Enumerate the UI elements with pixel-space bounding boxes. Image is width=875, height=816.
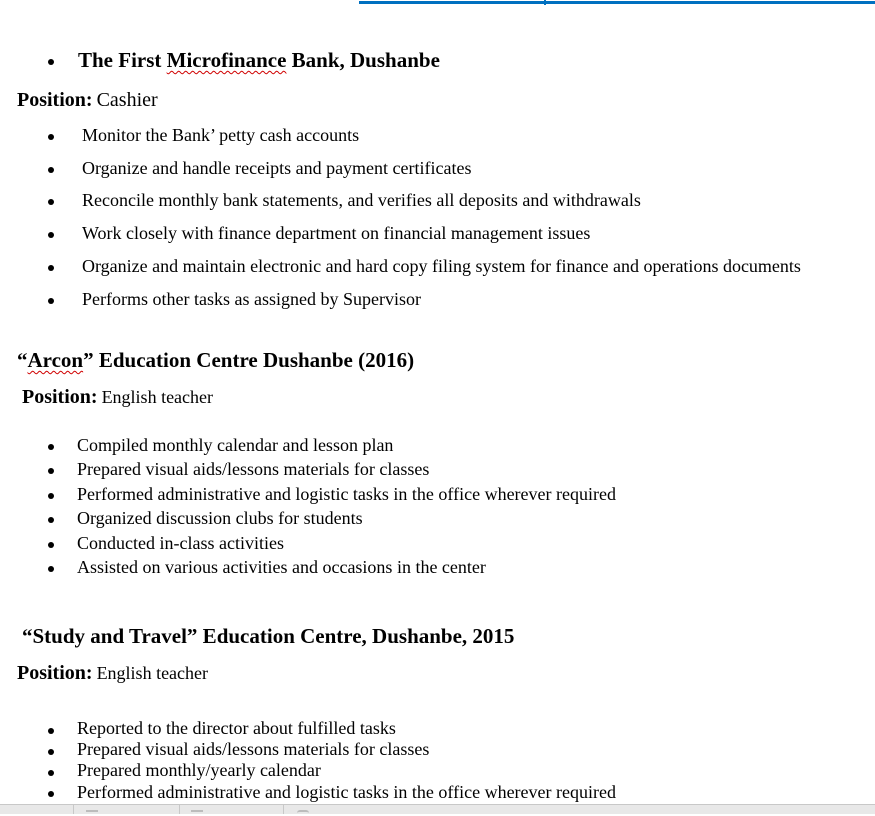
bullet-icon [48,493,54,499]
list-item-partially-hidden: Performed administrative and logistic tasks in the office wherever required [77,782,616,802]
position-value: Cashier [96,89,158,111]
spellcheck-word[interactable]: Microfinance [166,48,287,72]
list-item: Organize and handle receipts and payment certificates [82,158,472,178]
position-line [17,662,208,685]
bullet-icon [48,728,54,734]
list-item: Reported to the director about fulfilled tasks [77,718,396,738]
list-item: Organized discussion clubs for students [77,508,363,528]
bullet-icon [48,749,54,755]
top-border-tick [544,0,546,5]
bullet-icon [48,134,54,140]
position-label: Position: [22,386,98,408]
position-line [17,89,158,112]
list-item: Compiled monthly calendar and lesson plan [77,435,394,455]
bullet-icon [48,444,54,450]
list-item: Organize and maintain electronic and hard copy filing system for finance and operations documents [82,256,801,276]
bullet-icon [48,468,54,474]
position-label: Position: [17,89,93,111]
list-item: Prepared visual aids/lessons materials for classes [77,459,430,479]
bullet-icon [48,59,54,65]
bullet-icon [48,265,54,271]
toolbar-web-icon[interactable] [297,810,309,816]
list-item: Monitor the Bank’ petty cash accounts [82,125,360,145]
employer-title: The First Microfinance Bank, Dushanbe [78,48,440,72]
list-item: Performs other tasks as assigned by Supervisor [82,289,421,309]
employer-title: “Study and Travel” Education Centre, Dushanbe, 2015 [22,624,515,648]
list-item: Prepared monthly/yearly calendar [77,760,321,780]
bullet-icon [48,517,54,523]
section-title [17,348,414,373]
bullet-icon [48,542,54,548]
top-border-rule [359,1,875,4]
position-line [22,386,213,409]
bullet-icon [48,298,54,304]
position-value: English teacher [101,387,214,407]
position-value: English teacher [96,663,209,683]
list-item: Reconcile monthly bank statements, and verifies all deposits and withdrawals [82,190,641,210]
bullet-icon [48,167,54,173]
bullet-icon [48,566,54,572]
toolbar-view-icon[interactable] [86,810,98,816]
list-item: Performed administrative and logistic tasks in the office wherever required [77,484,616,504]
spellcheck-word[interactable]: Arcon [27,348,84,372]
section-title [22,624,514,649]
list-item: Prepared visual aids/lessons materials for classes [77,739,430,759]
employer-title-rest: ” Education Centre Dushanbe (2016) [83,348,415,372]
bullet-icon [48,232,54,238]
list-item: Conducted in-class activities [77,533,284,553]
list-item: Work closely with finance department on financial management issues [82,223,591,243]
bullet-icon [48,791,54,797]
bullet-icon [48,199,54,205]
quote-open: “ [17,348,28,372]
position-label: Position: [17,662,93,684]
bullet-icon [48,770,54,776]
section-title [78,48,440,73]
toolbar-layout-icon[interactable] [191,810,203,816]
list-item: Assisted on various activities and occasions in the center [77,557,486,577]
